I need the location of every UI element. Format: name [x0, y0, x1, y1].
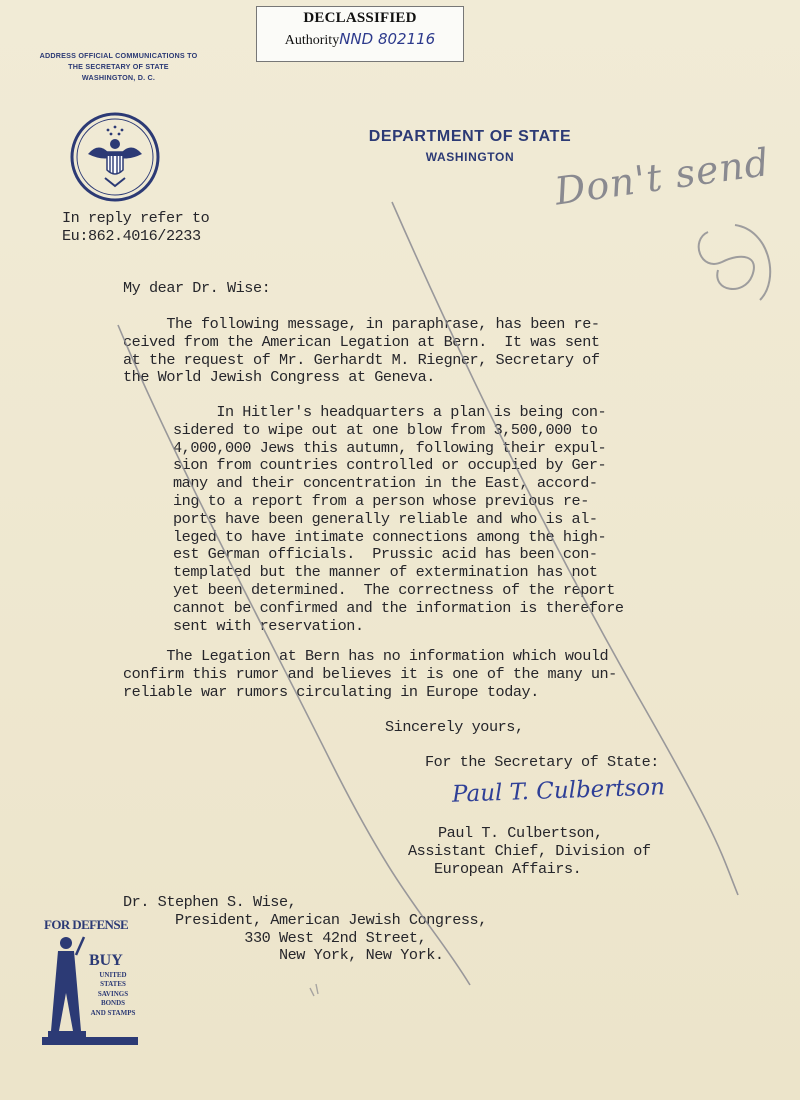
letterhead-address: ADDRESS OFFICIAL COMMUNICATIONS TO THE SECRETARY OF STATE WASHINGTON, D. C.	[39, 51, 198, 82]
defense-lines: UNITED STATES SAVINGS BONDS AND STAMPS	[90, 971, 136, 1017]
defense-buy: BUY	[89, 952, 123, 969]
signer-title: Assistant Chief, Division of European Affairs.	[408, 842, 651, 878]
department-name: DEPARTMENT OF STATE	[368, 128, 572, 145]
minuteman-statue-icon	[46, 933, 88, 1037]
paragraph-1: The following message, in paraphrase, has been re- ceived from the American Legation at Bern. It was sent at the request of Mr. Gerhardt M. Riegner, Secretary of the World Jewish Congress at Geneva.	[123, 315, 600, 387]
reference-block: In reply refer to Eu:862.4016/2233	[62, 209, 210, 245]
letterhead-department	[330, 128, 610, 164]
stamp-authority: AuthorityNND 802116	[284, 30, 436, 48]
stamp-authority-value: NND 802116	[339, 30, 436, 48]
defense-headline: FOR DEFENSE	[44, 917, 129, 932]
quoted-message: In Hitler's headquarters a plan is being con- sidered to wipe out at one blow from 3,500,000 to 4,000,000 Jews this autumn, following their expul- sion from countries controlled or occupied by Ger- many and their concentration in the East, accord- ing to a report from a person whose previous re- ports have been generally reliable and who is al- leged to have intimate connections among the high- est German officials. Prussic acid has been con- templated but the manner of extermination has not yet been determined. The correctness of the report cannot be confirmed and the information is therefore sent with reservation.	[173, 403, 624, 635]
closing-for-secretary: For the Secretary of State:	[425, 753, 659, 771]
great-seal-eagle-icon	[70, 112, 160, 202]
signature: Paul T. Culbertson	[451, 774, 666, 808]
signer-block: Paul T. Culbertson,	[438, 824, 603, 842]
paragraph-3: The Legation at Bern has no information which would confirm this rumor and believes it is one of the many un- reliable war rumors circulating in Europe today.	[123, 647, 617, 701]
stamp-title: DECLASSIFIED	[303, 10, 417, 26]
defense-base-bar	[42, 1037, 138, 1045]
department-city: WASHINGTON	[425, 150, 515, 164]
declassified-stamp	[256, 6, 464, 62]
salutation: My dear Dr. Wise:	[123, 279, 271, 297]
defense-bonds-stamp	[42, 915, 138, 1045]
addressee-block: Dr. Stephen S. Wise, President, American Jewish Congress, 330 West 42nd Street, New York, New York.	[123, 893, 487, 965]
closing-sincerely: Sincerely yours,	[385, 718, 524, 736]
handwritten-note: Don't send	[552, 139, 773, 214]
